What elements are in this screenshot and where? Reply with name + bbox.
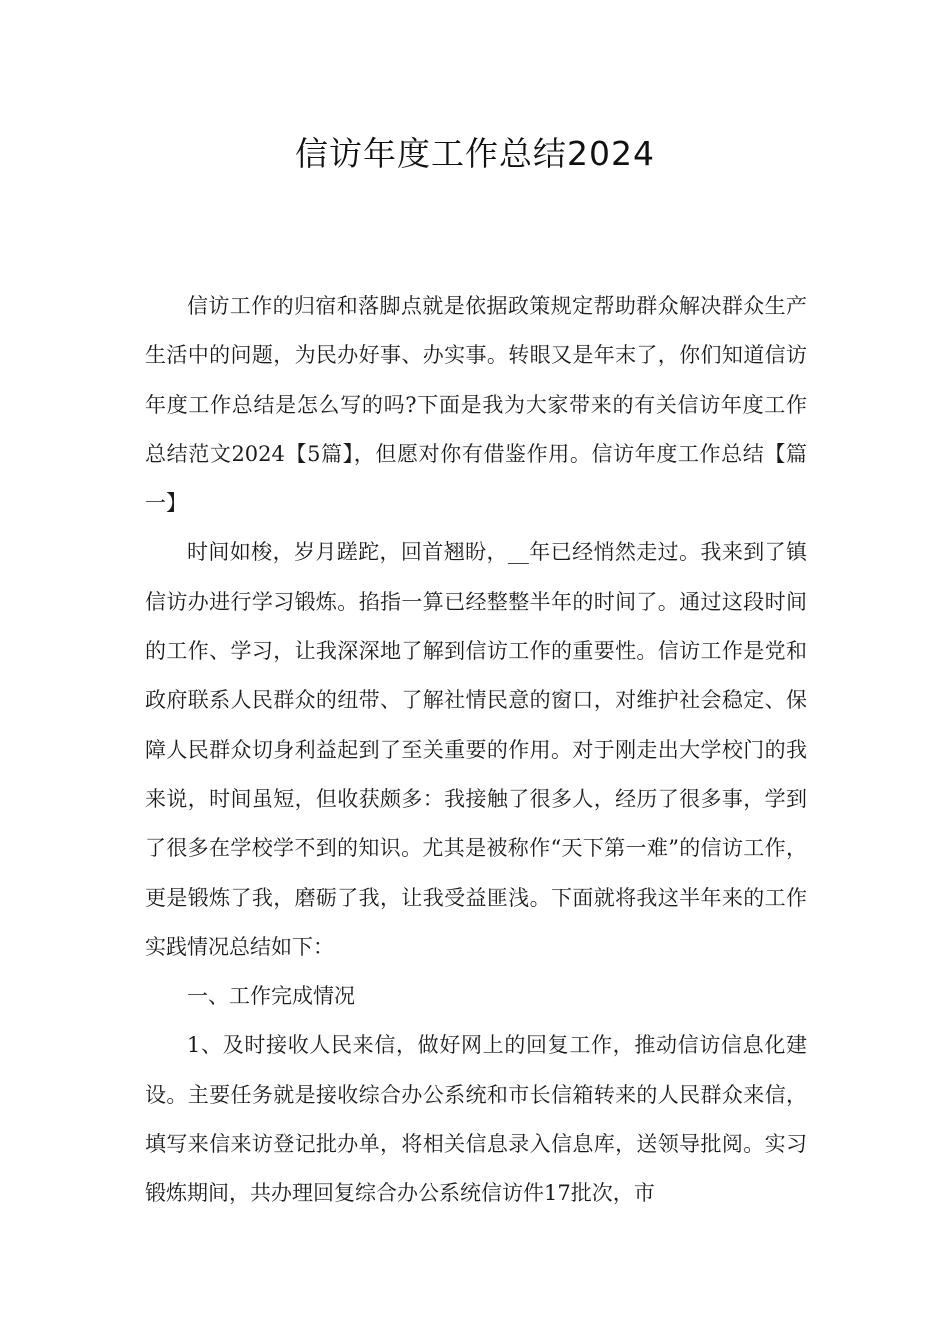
- paragraph-intro: 信访工作的归宿和落脚点就是依据政策规定帮助群众解决群众生产生活中的问题，为民办好事、办实事。转眼又是年末了，你们知道信访年度工作总结是怎么写的吗?下面是我为大家带来的有关信访年度工作总结范文2024【5篇】，但愿对你有借鉴作用。信访年度工作总结【篇一】: [145, 294, 807, 516]
- document-body: [145, 282, 807, 1219]
- paragraph-part-one: 时间如梭，岁月蹉跎，回首翘盼，__年已经悄然走过。我来到了镇信访办进行学习锻炼。掐指一算已经整整半年的时间了。通过这段时间的工作、学习，让我深深地了解到信访工作的重要性。信访工作是党和政府联系人民群众的纽带、了解社情民意的窗口，对维护社会稳定、保障人民群众切身利益起到了至关重要的作用。对于刚走出大学校门的我来说，时间虽短，但收获颇多：我接触了很多人，经历了很多事，学到了很多在学校学不到的知识。尤其是被称作“天下第一难”的信访工作，更是锻炼了我，磨砺了我，让我受益匪浅。下面就将我这半年来的工作实践情况总结如下：: [145, 540, 807, 959]
- section-heading-work-completion: 一、工作完成情况: [187, 984, 355, 1009]
- paragraph-item-one: 1、及时接收人民来信，做好网上的回复工作，推动信访信息化建设。主要任务就是接收综合办公系统和市长信箱转来的人民群众来信，填写来信来访登记批办单，将相关信息录入信息库，送领导批阅。实习锻炼期间，共办理回复综合办公系统信访件17批次，市: [145, 1033, 807, 1206]
- document-title: 信访年度工作总结2024: [295, 134, 655, 173]
